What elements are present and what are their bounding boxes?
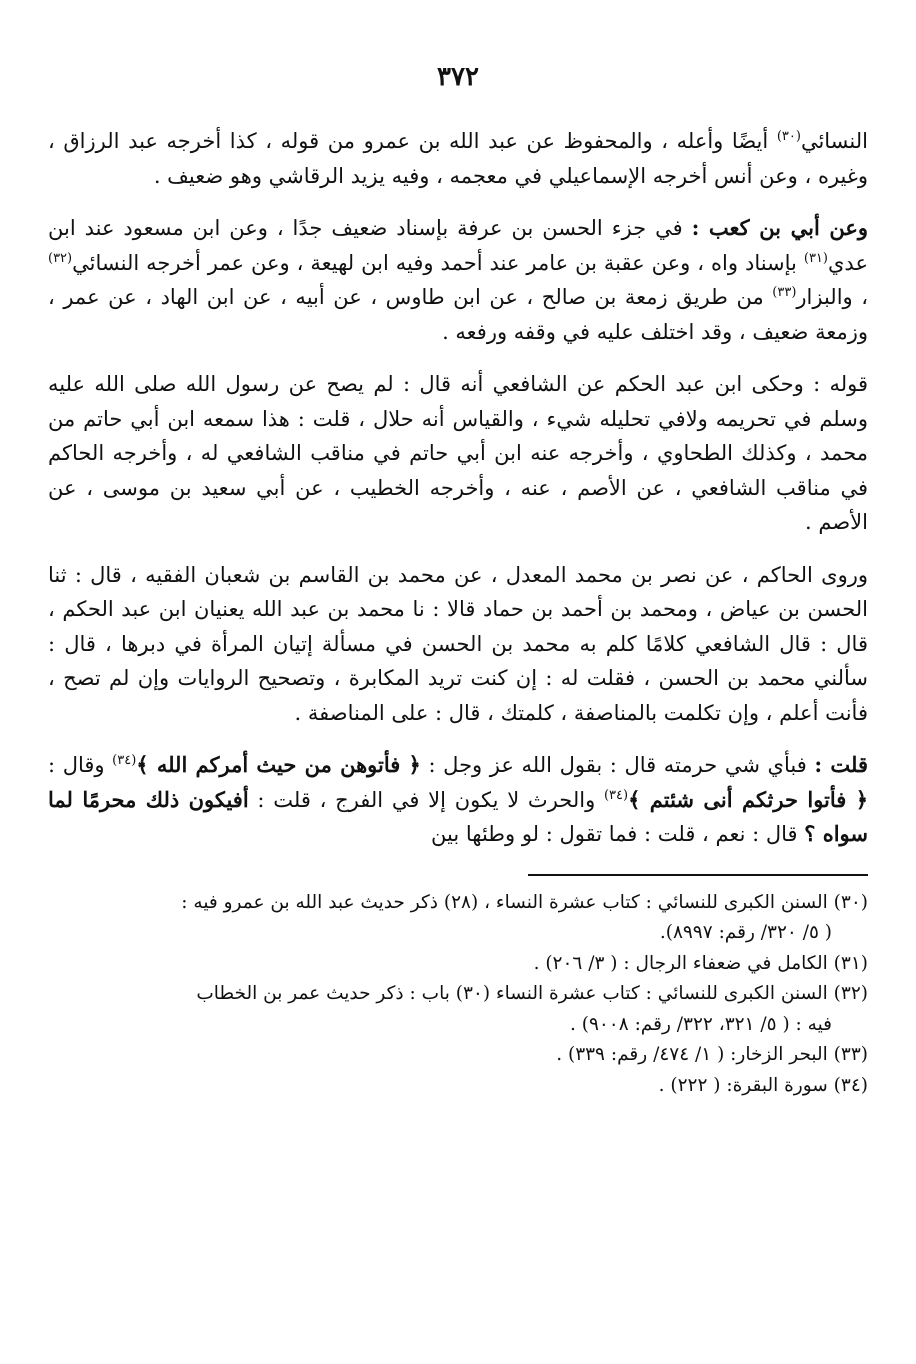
footnotes	[48, 888, 868, 1102]
text: من طريق زمعة بن صالح ، عن ابن طاوس ، عن أبيه ، عن ابن الهاد ، عن عمر ، وزمعة ضعيف ، وقد اختلف عليه في وقفه ورفعه .	[48, 285, 868, 344]
footnote-33	[48, 1040, 868, 1071]
paragraph-5	[48, 748, 868, 852]
footnote-30	[48, 888, 868, 919]
text: ، والبزار	[796, 285, 869, 309]
footnote-text: ( ٥/ ٣٢٠/ رقم: ٨٩٩٧).	[659, 922, 832, 943]
footnote-text: (٣٤) سورة البقرة: ( ٢٢٢) .	[658, 1074, 868, 1096]
quran-quote-1: ﴿ فأتوهن من حيث أمركم الله ﴾	[136, 752, 421, 777]
footnote-text: (٣٣) البحر الزخار: ( ١/ ٤٧٤/ رقم: ٣٣٩) .	[556, 1044, 868, 1065]
footnote-30-continued	[48, 918, 868, 949]
text: بإسناد واه ، وعن عقبة بن عامر عند أحمد وفيه ابن لهيعة ، وعن عمر أخرجه النسائي	[72, 250, 804, 275]
paragraph-lead: قلت :	[814, 752, 868, 777]
footnote-ref-32[interactable]: (٣٢)	[48, 250, 73, 266]
page-number: ٣٧٢	[437, 62, 479, 92]
footnote-ref-33[interactable]: (٣٣)	[772, 285, 797, 300]
footnote-ref-31[interactable]: (٣١)	[803, 250, 828, 266]
footnote-ref-30[interactable]: (٣٠)	[776, 129, 801, 144]
footnote-separator	[528, 874, 868, 876]
footnote-text: (٣٠) السنن الكبرى للنسائي : كتاب عشرة النساء ، (٢٨) ذكر حديث عبد الله بن عمرو فيه :	[181, 891, 868, 913]
footnote-text: (٣٢) السنن الكبرى للنسائي : كتاب عشرة النساء (٣٠) باب : ذكر حديث عمر بن الخطاب	[196, 983, 868, 1004]
paragraph-1	[48, 124, 868, 193]
footnote-31	[48, 949, 868, 980]
paragraph-2	[48, 211, 868, 349]
paragraph-lead: وعن أبي بن كعب :	[691, 215, 869, 240]
emphasized-question: أفيكون ذلك محرمًا لما سواه ؟	[48, 786, 868, 846]
text: النسائي	[800, 129, 868, 153]
paragraph-4: وروى الحاكم ، عن نصر بن محمد المعدل ، عن محمد بن القاسم بن شعبان الفقيه ، قال : ثنا الحسن بن عياض ، ومحمد بن أحمد بن حماد قالا : نا محمد بن عبد الله يعنيان ابن عبد الحكم ، قال : قال الشافعي كلامًا كلم به محمد بن الحسن في مسألة إتيان المرأة في دبرها ، قال : سألني محمد بن الحسن ، فقلت له : إن كنت تريد المكابرة ، وتصحيح الروايات وإن لم تصح ، فأنت أعلم ، وإن تكلمت بالمناصفة ، كلمتك ، قال : على المناصفة .	[48, 562, 868, 725]
footnote-ref-34[interactable]: (٣٤)	[603, 787, 629, 803]
footnote-text: فيه : ( ٥/ ٣٢١، ٣٢٢/ رقم: ٩٠٠٨) .	[569, 1013, 832, 1035]
text: فبأي شي حرمته قال : بقول الله عز وجل :	[420, 753, 815, 777]
footnote-34	[48, 1071, 868, 1102]
footnote-ref-34[interactable]: (٣٤)	[112, 753, 137, 768]
text: والحرث لا يكون إلا في الفرج ، قلت :	[248, 787, 604, 812]
footnote-32	[48, 979, 868, 1010]
text: أيضًا وأعله ، والمحفوظ عن عبد الله بن عمرو من قوله ، كذا أخرجه عبد الرزاق ، وغيره ، وعن أنس أخرجه الإسماعيلي في معجمه ، وفيه يزيد الرقاشي وهو ضعيف .	[48, 129, 868, 188]
paragraph-3: قوله : وحكى ابن عبد الحكم عن الشافعي أنه قال : لم يصح عن رسول الله صلى الله عليه وسلم في تحريمه ولافي تحليله شيء ، والقياس أنه حلال ، قلت : هذا سمعه ابن أبي حاتم من محمد ، وكذلك الطحاوي ، وأخرجه عنه ابن أبي حاتم في مناقب الشافعي له ، وأخرجه الحاكم في مناقب الشافعي ، عن الأصم ، عنه ، وأخرجه الخطيب ، عن أبي سعيد بن موسى ، عن الأصم .	[48, 372, 868, 534]
text: وقال :	[48, 753, 113, 777]
text: قال : نعم ، قلت : فما تقول : لو وطئها بين	[431, 822, 805, 846]
footnote-text: (٣١) الكامل في ضعفاء الرجال : ( ٣/ ٢٠٦) .	[533, 952, 868, 974]
footnote-32-continued	[48, 1010, 868, 1041]
quran-quote-2: ﴿ فأتوا حرثكم أنى شئتم ﴾	[628, 786, 869, 812]
text: في جزء الحسن بن عرفة بإسناد ضعيف جدًا ، وعن ابن مسعود عند ابن عدي	[48, 216, 868, 275]
